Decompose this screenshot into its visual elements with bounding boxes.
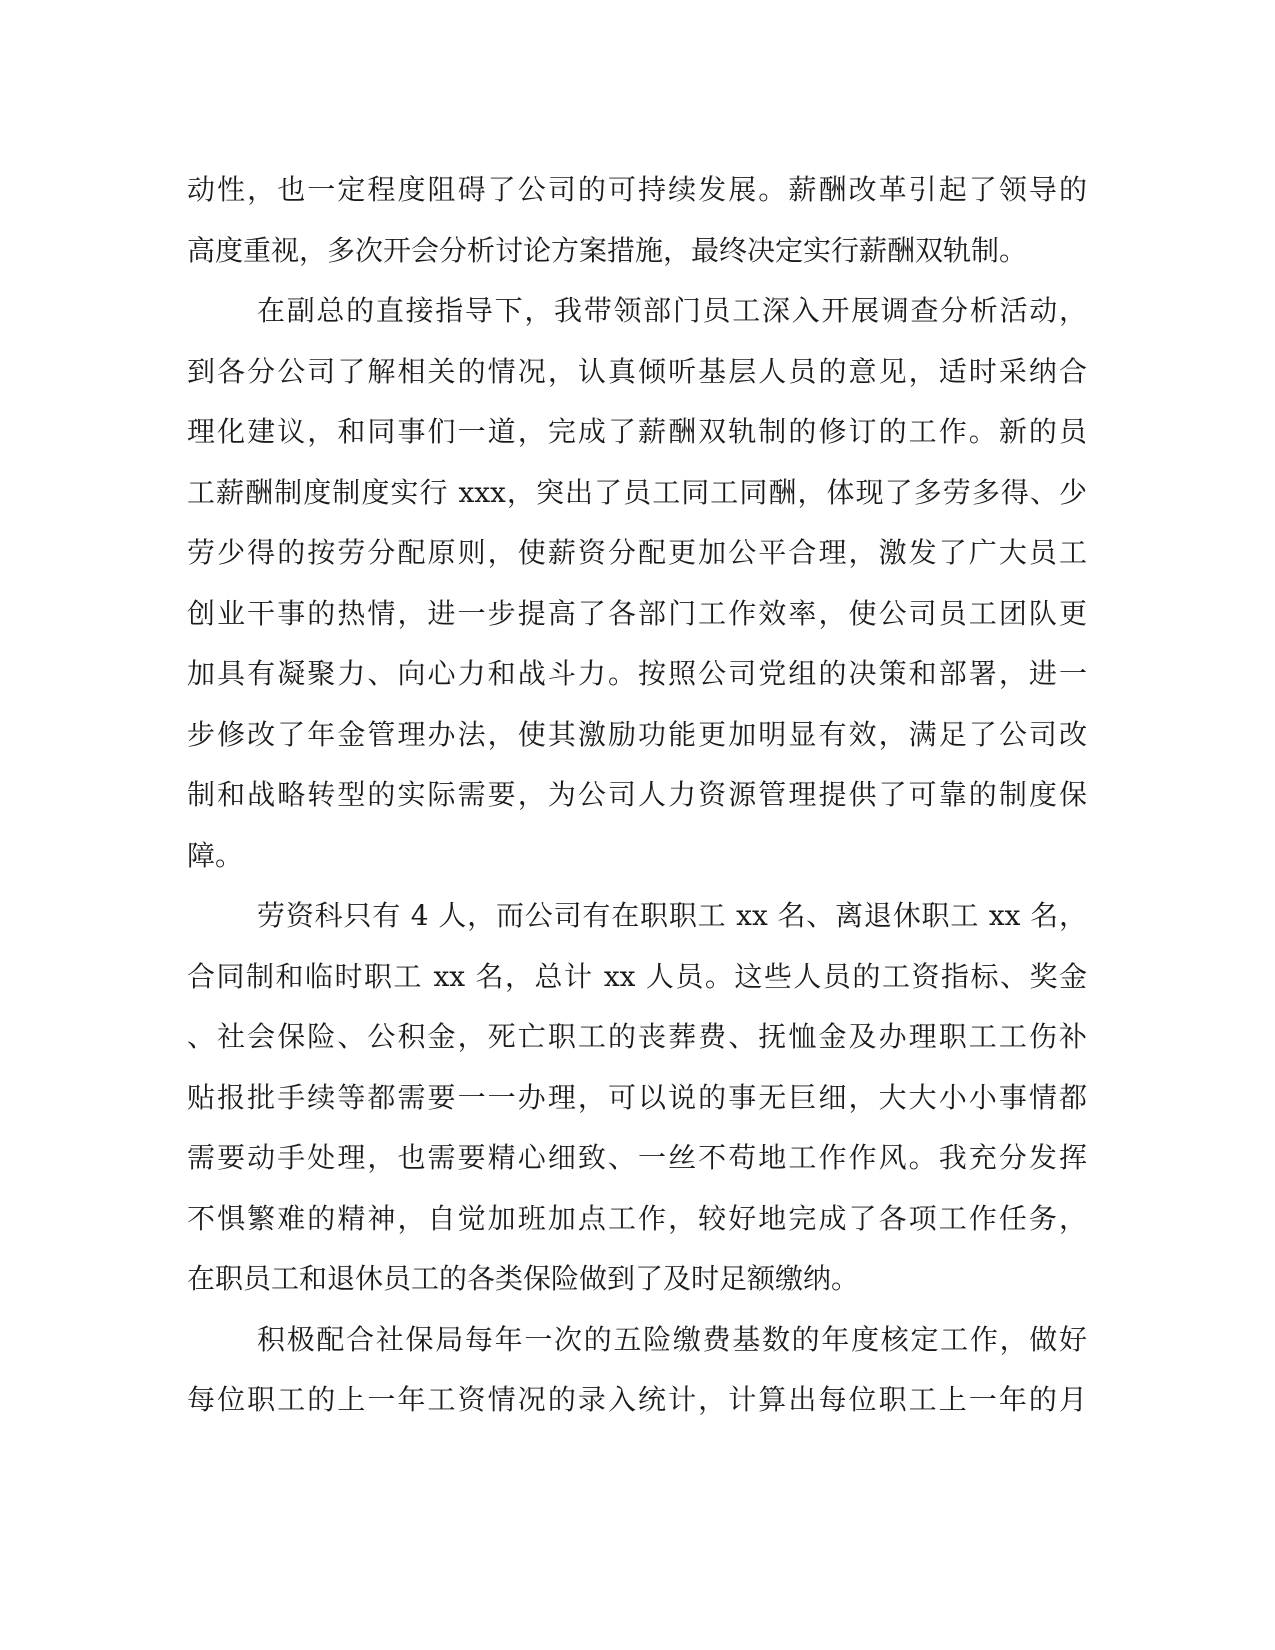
paragraph-4-line-1: 积极配合社保局每年一次的五险缴费基数的年度核定工作，做好	[257, 1322, 1087, 1356]
paragraph-1-line-1: 动性，也一定程度阻碍了公司的可持续发展。薪酬改革引起了领导的	[187, 173, 1087, 206]
document-body	[187, 160, 1087, 1431]
paragraph-2-line-5: 劳少得的按劳分配原则，使薪资分配更加公平合理，激发了广大员工	[187, 536, 1087, 569]
paragraph-2-line-7: 加具有凝聚力、向心力和战斗力。按照公司党组的决策和部署，进一	[187, 657, 1087, 690]
paragraph-1-line-2: 高度重视，多次开会分析讨论方案措施，最终决定实行薪酬双轨制。	[187, 233, 1028, 267]
paragraph-2-line-9: 制和战略转型的实际需要，为公司人力资源管理提供了可靠的制度保	[187, 778, 1087, 811]
paragraph-2-line-6: 创业干事的热情，进一步提高了各部门工作效率，使公司员工团队更	[187, 596, 1087, 630]
paragraph-2-line-4: 工薪酬制度制度实行 xxx，突出了员工同工同酬，体现了多劳多得、少	[187, 475, 1087, 509]
paragraph-3-line-7: 在职员工和退休员工的各类保险做到了及时足额缴纳。	[187, 1262, 860, 1295]
paragraph-3-line-2: 合同制和临时职工 xx 名，总计 xx 人员。这些人员的工资指标、奖金	[187, 959, 1087, 993]
paragraph-3-line-4: 贴报批手续等都需要一一办理，可以说的事无巨细，大大小小事情都	[187, 1080, 1087, 1114]
paragraph-4-line-2: 每位职工的上一年工资情况的录入统计，计算出每位职工上一年的月	[187, 1383, 1087, 1416]
paragraph-2-line-1: 在副总的直接指导下，我带领部门员工深入开展调查分析活动，	[257, 294, 1087, 327]
paragraph-3-line-6: 不惧繁难的精神，自觉加班加点工作，较好地完成了各项工作任务，	[187, 1201, 1087, 1235]
paragraph-2-line-2: 到各分公司了解相关的情况，认真倾听基层人员的意见，适时采纳合	[187, 354, 1087, 388]
paragraph-2-line-8: 步修改了年金管理办法，使其激励功能更加明显有效，满足了公司改	[187, 717, 1087, 751]
paragraph-3-line-5: 需要动手处理，也需要精心细致、一丝不苟地工作作风。我充分发挥	[187, 1141, 1087, 1174]
paragraph-3-line-1: 劳资科只有 4 人，而公司有在职职工 xx 名、离退休职工 xx 名，	[257, 899, 1087, 932]
paragraph-3-line-3: 、社会保险、公积金，死亡职工的丧葬费、抚恤金及办理职工工伤补	[187, 1020, 1087, 1053]
paragraph-2-line-10: 障。	[187, 838, 244, 872]
paragraph-2-line-3: 理化建议，和同事们一道，完成了薪酬双轨制的修订的工作。新的员	[187, 415, 1087, 448]
